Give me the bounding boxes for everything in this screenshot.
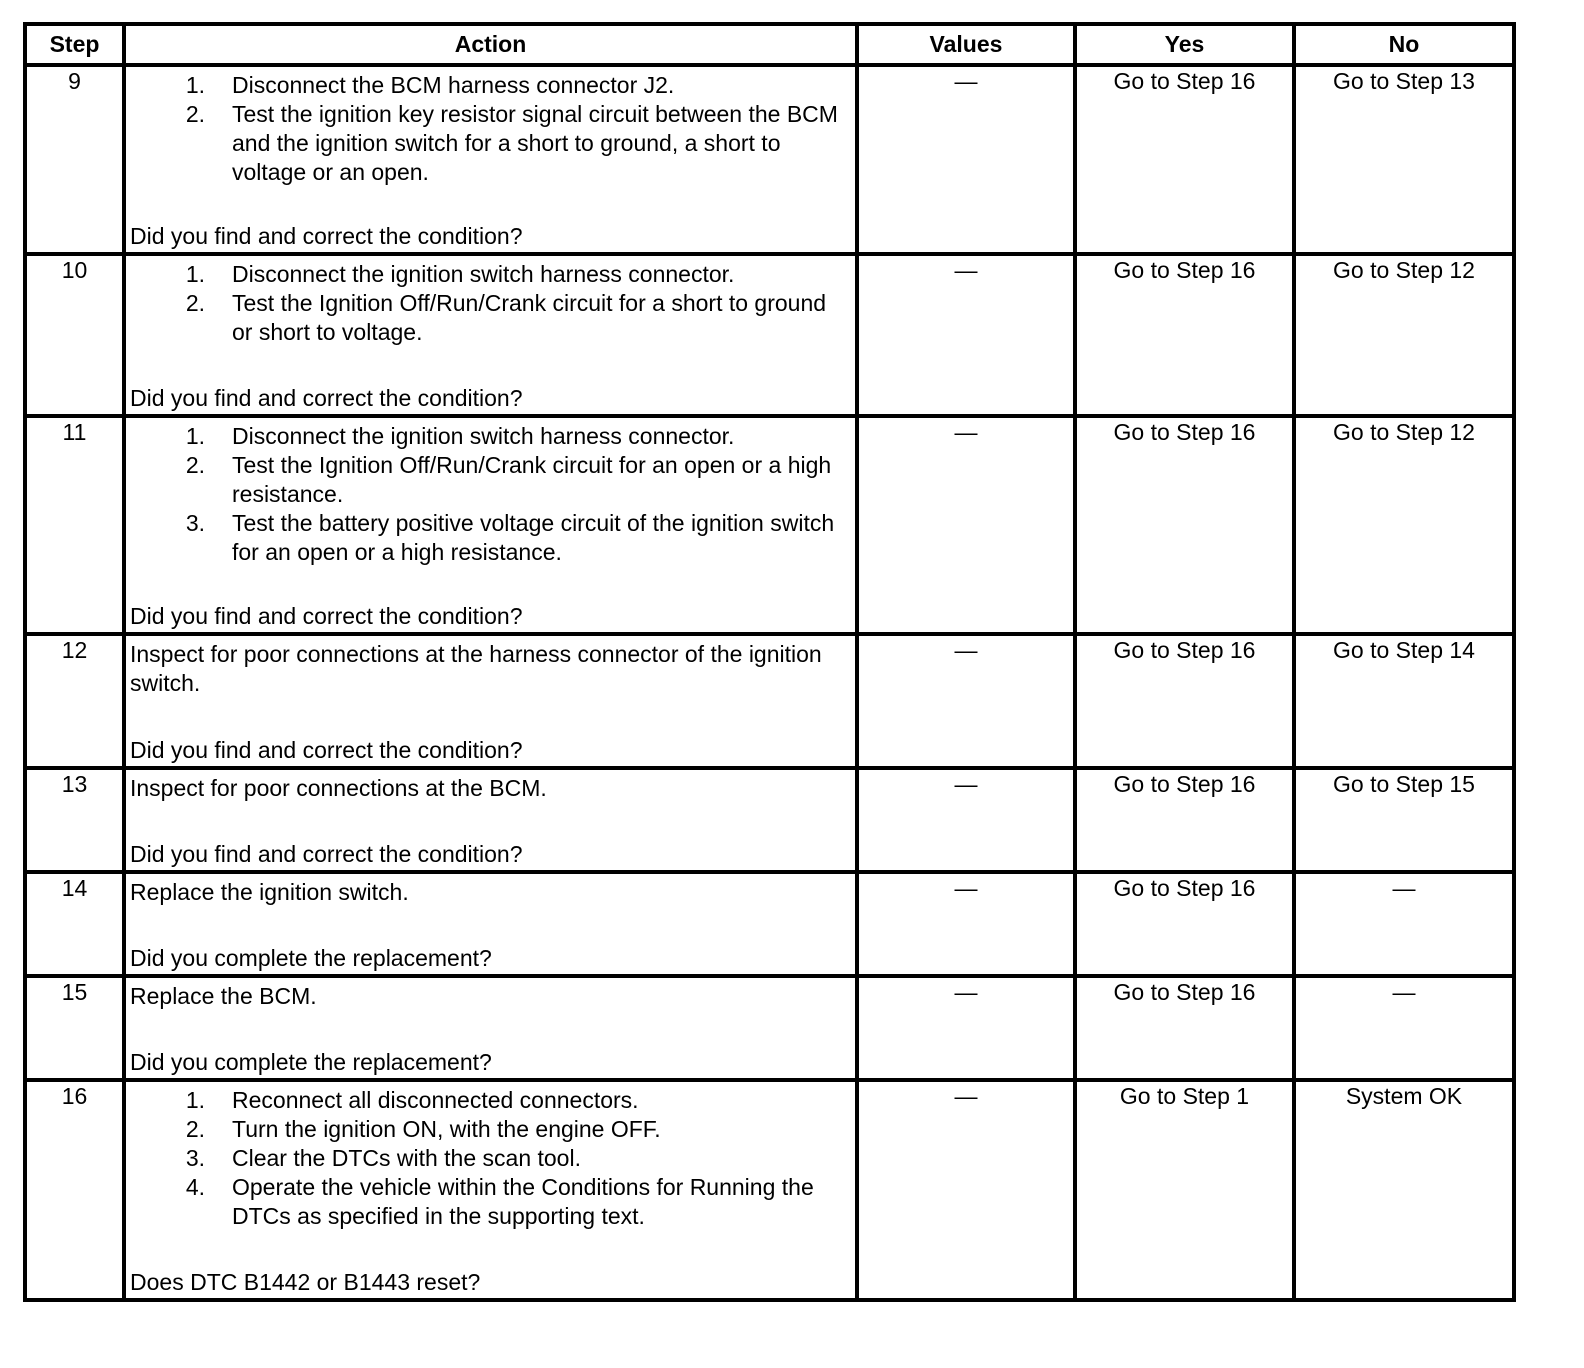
action-step-text: Test the Ignition Off/Run/Crank circuit for a short to ground or short to voltage. [232, 290, 827, 345]
action-cell [124, 1080, 857, 1300]
action-cell [124, 254, 857, 416]
yes-cell: Go to Step 16 [1075, 416, 1294, 634]
action-question: Does DTC B1442 or B1443 reset? [130, 1269, 481, 1295]
step-number: 14 [25, 872, 124, 976]
action-step-item [130, 422, 851, 451]
yes-cell: Go to Step 16 [1075, 65, 1294, 254]
action-cell [124, 976, 857, 1080]
action-question: Did you find and correct the condition? [130, 385, 523, 411]
header-yes: Yes [1075, 24, 1294, 65]
action-step-text: Test the ignition key resistor signal circuit between the BCM and the ignition switch for a short to ground, a short to voltage or an open. [232, 101, 838, 185]
step-number: 11 [25, 416, 124, 634]
action-step-text: Reconnect all disconnected connectors. [232, 1087, 639, 1113]
action-step-text: Test the battery positive voltage circuit of the ignition switch for an open or a high resistance. [232, 510, 835, 565]
action-step-number: 2. [185, 290, 205, 316]
action-steps [130, 422, 851, 567]
action-step-number: 3. [185, 510, 205, 536]
action-content [126, 418, 855, 632]
header-action: Action [124, 24, 857, 65]
action-steps [130, 260, 851, 347]
action-cell [124, 768, 857, 872]
yes-cell: Go to Step 16 [1075, 768, 1294, 872]
action-question: Did you complete the replacement? [130, 1049, 492, 1075]
values-cell: — [857, 768, 1075, 872]
yes-cell: Go to Step 16 [1075, 976, 1294, 1080]
action-steps [130, 1086, 851, 1231]
action-step-item [130, 509, 851, 567]
table-row [25, 254, 1514, 416]
action-step-text: Operate the vehicle within the Conditions for Running the DTCs as specified in the supporting text. [232, 1174, 814, 1229]
header-values: Values [857, 24, 1075, 65]
action-step-text: Test the Ignition Off/Run/Crank circuit for an open or a high resistance. [232, 452, 832, 507]
action-step-item [130, 1173, 851, 1231]
table-row [25, 416, 1514, 634]
action-text: Replace the BCM. [130, 983, 317, 1009]
table-row [25, 634, 1514, 768]
action-step-number: 2. [185, 452, 205, 478]
no-cell: Go to Step 12 [1294, 416, 1514, 634]
action-step-number: 1. [185, 72, 205, 98]
values-cell: — [857, 65, 1075, 254]
table-row [25, 872, 1514, 976]
header-step: Step [25, 24, 124, 65]
values-cell: — [857, 634, 1075, 768]
values-cell: — [857, 976, 1075, 1080]
no-cell: Go to Step 13 [1294, 65, 1514, 254]
no-cell: — [1294, 872, 1514, 976]
step-number: 15 [25, 976, 124, 1080]
values-cell: — [857, 416, 1075, 634]
step-number: 10 [25, 254, 124, 416]
yes-cell: Go to Step 1 [1075, 1080, 1294, 1300]
step-number: 12 [25, 634, 124, 768]
table-row [25, 976, 1514, 1080]
action-step-item [130, 1086, 851, 1115]
action-question: Did you find and correct the condition? [130, 737, 523, 763]
no-cell: System OK [1294, 1080, 1514, 1300]
action-content [126, 1082, 855, 1298]
action-cell [124, 634, 857, 768]
header-no: No [1294, 24, 1514, 65]
action-text: Inspect for poor connections at the BCM. [130, 775, 547, 801]
action-steps [130, 71, 851, 187]
action-content [126, 978, 855, 1078]
action-cell [124, 416, 857, 634]
action-step-text: Turn the ignition ON, with the engine OFF. [232, 1116, 661, 1142]
action-cell [124, 65, 857, 254]
action-step-item [130, 100, 851, 187]
action-step-number: 2. [185, 101, 205, 127]
action-step-number: 1. [185, 261, 205, 287]
table-body [25, 65, 1514, 1300]
no-cell: Go to Step 12 [1294, 254, 1514, 416]
action-question: Did you find and correct the condition? [130, 841, 523, 867]
action-step-item [130, 1144, 851, 1173]
action-question: Did you find and correct the condition? [130, 223, 523, 249]
action-step-item [130, 289, 851, 347]
action-content [126, 67, 855, 252]
table-row [25, 1080, 1514, 1300]
action-step-item [130, 71, 851, 100]
action-step-text: Clear the DTCs with the scan tool. [232, 1145, 581, 1171]
action-step-number: 1. [185, 1087, 205, 1113]
no-cell: — [1294, 976, 1514, 1080]
yes-cell: Go to Step 16 [1075, 634, 1294, 768]
action-step-number: 2. [185, 1116, 205, 1142]
action-content [126, 636, 855, 766]
diagnostic-table [23, 22, 1516, 1302]
action-step-item [130, 451, 851, 509]
values-cell: — [857, 872, 1075, 976]
action-step-text: Disconnect the ignition switch harness connector. [232, 423, 735, 449]
action-content [126, 256, 855, 414]
action-content [126, 770, 855, 870]
step-number: 9 [25, 65, 124, 254]
action-step-number: 4. [185, 1174, 205, 1200]
yes-cell: Go to Step 16 [1075, 254, 1294, 416]
header-row [25, 24, 1514, 65]
action-question: Did you complete the replacement? [130, 945, 492, 971]
action-text: Replace the ignition switch. [130, 879, 409, 905]
action-step-number: 1. [185, 423, 205, 449]
action-step-item [130, 1115, 851, 1144]
step-number: 16 [25, 1080, 124, 1300]
action-question: Did you find and correct the condition? [130, 603, 523, 629]
yes-cell: Go to Step 16 [1075, 872, 1294, 976]
action-step-number: 3. [185, 1145, 205, 1171]
no-cell: Go to Step 14 [1294, 634, 1514, 768]
action-text: Inspect for poor connections at the harness connector of the ignition switch. [130, 641, 822, 696]
values-cell: — [857, 254, 1075, 416]
step-number: 13 [25, 768, 124, 872]
no-cell: Go to Step 15 [1294, 768, 1514, 872]
action-cell [124, 872, 857, 976]
table-row [25, 768, 1514, 872]
action-step-item [130, 260, 851, 289]
table-row [25, 65, 1514, 254]
values-cell: — [857, 1080, 1075, 1300]
action-step-text: Disconnect the BCM harness connector J2. [232, 72, 675, 98]
action-step-text: Disconnect the ignition switch harness connector. [232, 261, 735, 287]
action-content [126, 874, 855, 974]
